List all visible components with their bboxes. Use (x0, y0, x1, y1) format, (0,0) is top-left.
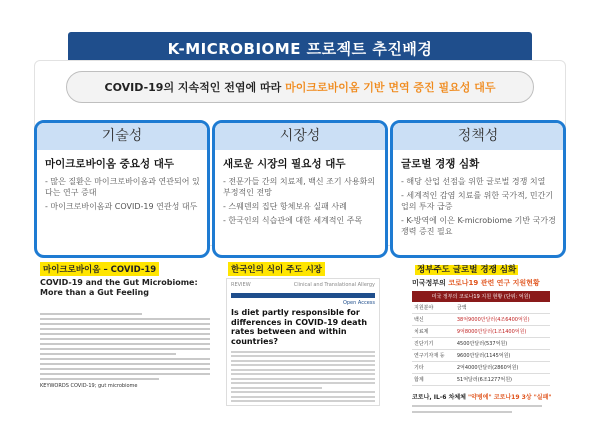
paper-authors-placeholder (40, 302, 210, 308)
table-row: 백신 38억9000만달러(4조6400억원) (412, 314, 550, 326)
news-subtitle: 코로나, IL-6 차체체 "약병에" 코로나19 3상 "실패" (412, 394, 552, 401)
page-title: K-MICROBIOME 프로젝트 추진배경 (167, 39, 433, 58)
paper-thumbnail-diet-review (226, 278, 380, 406)
table-row: 연구기자재 등 9600만달러(1145억원) (412, 350, 550, 362)
funding-table-caption: 미국 정부의 코로나19 지원 현황 (단위: 억원) (412, 291, 550, 302)
headline-prefix: COVID-19의 지속적인 전염에 따라 (104, 81, 282, 94)
headline-banner (66, 71, 534, 103)
column-item: - K-방역에 이은 K-microbiome 기반 국가경쟁력 증진 필요 (401, 216, 556, 236)
paper-thumbnail-gut-microbiome (40, 278, 210, 408)
column-item: - 한국인의 식습관에 대한 세계적인 주목 (223, 216, 363, 225)
funding-col-header: 지원분야 (412, 302, 455, 314)
caption-microbiome-covid (40, 262, 159, 276)
caption-suffix: – COVID-19 (100, 265, 157, 275)
review-label: REVIEW (231, 282, 251, 288)
column-header: 기술성 (37, 123, 207, 150)
table-row: 진단기기 4500만달러(537억원) (412, 338, 550, 350)
column-title: 마이크로바이옴 중요성 대두 (45, 158, 175, 170)
column-title: 새로운 시장의 필요성 대두 (223, 158, 346, 170)
column-item: - 해당 산업 선점을 위한 글로벌 경쟁 치열 (401, 177, 546, 186)
column-header: 정책성 (393, 123, 563, 150)
news-title: 미국정부의 코로나19 관련 연구 지원현황 (412, 279, 540, 287)
funding-table (412, 291, 550, 386)
column-item: - 마이크로바이옴과 COVID-19 연관성 대두 (45, 202, 198, 211)
column-item: - 스웨덴의 집단 항체보유 실패 사례 (223, 202, 347, 211)
column-header: 시장성 (215, 123, 385, 150)
table-row: 기타 2억4000만달러(2860억원) (412, 362, 550, 374)
funding-col-header: 금액 (455, 302, 550, 314)
review-title: Is diet partly responsible for differences in COVID-19 death rates between and within countries? (231, 308, 368, 346)
caption-prefix: 마이크로바이옴 (43, 265, 101, 275)
paper-keywords: KEYWORDS COVID-19; gut microbiome (40, 383, 138, 389)
table-row: 치료제 9억8000만달러(1조1400억원) (412, 326, 550, 338)
journal-name: Clinical and Translational Allergy (293, 282, 375, 288)
column-technology (34, 120, 210, 258)
paper-title: COVID-19 and the Gut Microbiome: More than a Gut Feeling (40, 278, 198, 297)
headline-highlight: 마이크로바이옴 기반 면역 증진 필요성 대두 (285, 81, 496, 94)
table-row: 합계 51억달러(6조1277억원) (412, 374, 550, 386)
caption-korean-diet: 한국인의 식이 주도 시장 (228, 262, 325, 276)
column-policy (390, 120, 566, 258)
column-item: - 많은 질환은 마이크로바이옴과 연관되어 있다는 연구 증대 (45, 177, 200, 197)
news-thumbnail-us-funding (412, 278, 572, 414)
column-market (212, 120, 388, 258)
column-item: - 세계적인 감염 치료를 위한 국가적, 민간기업의 투자 급증 (401, 191, 554, 211)
caption-global-competition: 정부주도 글로벌 경쟁 심화 (417, 265, 517, 275)
column-title: 글로벌 경쟁 심화 (401, 158, 480, 170)
open-access-label: Open Access (342, 300, 375, 306)
column-item: - 전문가들 간의 치료제, 백신 조기 사용화의 부정적인 전망 (223, 177, 376, 197)
